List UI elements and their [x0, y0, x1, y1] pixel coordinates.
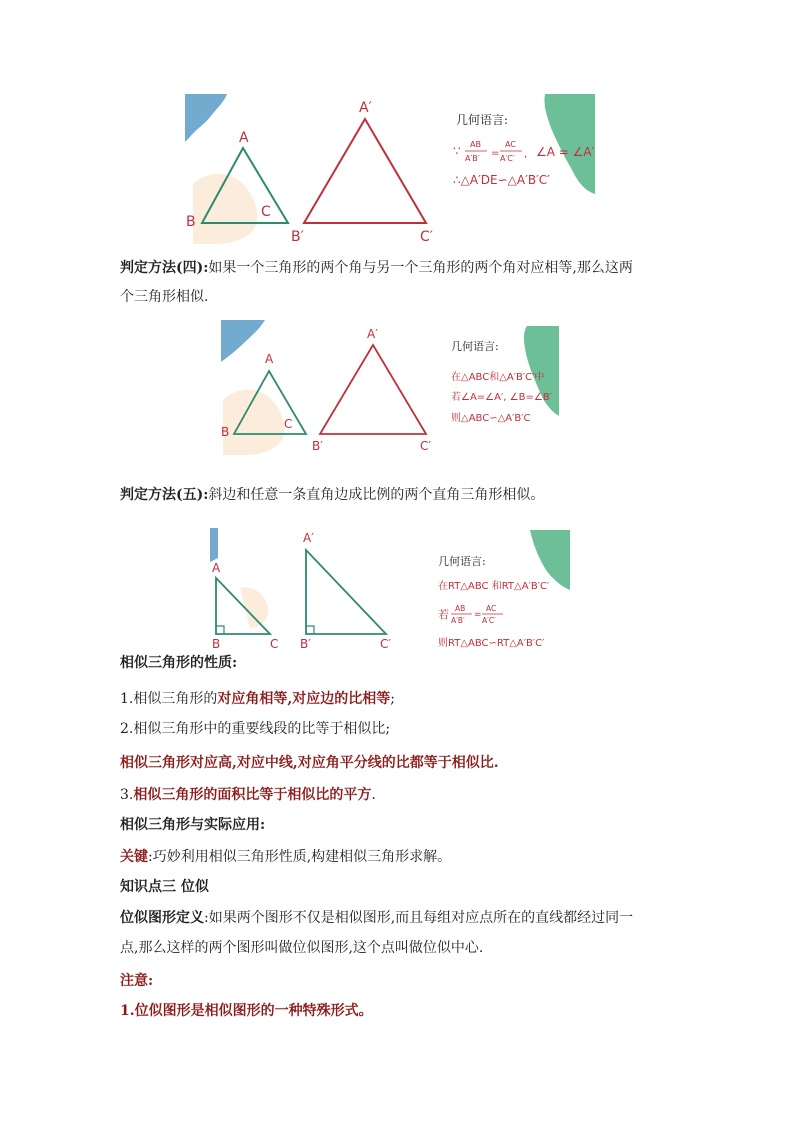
large-triangle — [320, 345, 426, 434]
fraction-ab-den: A′B′ — [451, 616, 465, 625]
property-item-2: 2.相似三角形中的重要线段的比等于相似比; — [120, 721, 391, 737]
kp3-definition-line-1 — [120, 907, 633, 929]
geo-title: 几何语言: — [451, 340, 499, 353]
ruo-char: 若 — [438, 608, 449, 621]
definition-label: 位似图形定义 — [120, 910, 204, 926]
small-vertex-c: C — [284, 417, 293, 431]
geo-line-2: 若∠A=∠A′, ∠B=∠B′ — [451, 392, 552, 403]
small-vertex-c: C — [270, 637, 279, 651]
blue-paint-decoration — [185, 94, 227, 142]
method-5-text: 斜边和任意一条直角边成比例的两个直角三角形相似。 — [208, 487, 545, 503]
large-vertex-c: C′ — [380, 637, 392, 651]
small-vertex-a: A — [212, 561, 221, 575]
large-right-angle-mark — [306, 626, 314, 634]
method-4-line-2: 个三角形相似. — [120, 289, 209, 305]
property-1-suffix: ; — [390, 691, 395, 707]
green-paint-decoration — [544, 94, 595, 194]
large-vertex-a: A′ — [303, 531, 314, 545]
blue-paint-decoration — [210, 528, 218, 562]
small-vertex-c: C — [261, 204, 271, 220]
geo-title: 几何语言: — [438, 555, 486, 568]
application-heading: 相似三角形与实际应用: — [120, 817, 266, 833]
large-vertex-b: B′ — [300, 637, 311, 651]
figure-3 — [210, 528, 572, 656]
figure-1 — [185, 94, 595, 244]
large-vertex-c: C′ — [420, 439, 432, 453]
fraction-ac-num: AC — [505, 140, 516, 149]
method-4-text: 如果一个三角形的两个角与另一个三角形的两个角对应相等,那么这两 — [208, 260, 633, 276]
method-4-label: 判定方法(四): — [120, 260, 209, 276]
fraction-ab-den: A′B′ — [465, 154, 480, 163]
blue-paint-decoration — [221, 320, 265, 362]
small-vertex-b: B — [186, 214, 196, 230]
figure-2-svg — [221, 320, 561, 455]
comma: , — [524, 149, 528, 160]
definition-text-1: :如果两个图形不仅是相似图形,而且每组对应点所在的直线都经过同一 — [204, 910, 634, 926]
figure-3-svg — [210, 528, 572, 656]
method-5-line — [120, 484, 544, 506]
large-triangle — [304, 119, 426, 223]
large-right-triangle — [306, 550, 386, 634]
properties-heading: 相似三角形的性质: — [120, 655, 238, 671]
small-vertex-a: A — [265, 352, 274, 366]
property-1-prefix: 1.相似三角形的 — [120, 691, 218, 707]
small-right-angle-mark — [216, 626, 224, 634]
angle-equality: ∠A = ∠A′ — [536, 145, 595, 159]
fraction-ab-num: AB — [470, 140, 481, 149]
property-item-1 — [120, 688, 395, 710]
kp3-definition-line-2: 点,那么这样的两个图形叫做位似图形,这个点叫做位似中心. — [120, 940, 484, 956]
note-item-1: 1.位似图形是相似图形的一种特殊形式。 — [120, 1003, 373, 1019]
figure-1-svg — [185, 94, 595, 244]
fraction-ac-num: AC — [486, 604, 497, 613]
method-5-label: 判定方法(五): — [120, 487, 209, 503]
geo-line-1: 在RT△ABC 和RT△A′B′C′ — [438, 581, 550, 592]
geo-line-3: 则RT△ABC∽RT△A′B′C′ — [438, 638, 545, 649]
large-vertex-a: A′ — [367, 327, 378, 341]
figure-2 — [221, 320, 561, 455]
fraction-ac-den: A′C′ — [482, 616, 496, 625]
fraction-ab-num: AB — [455, 604, 466, 613]
large-vertex-b: B′ — [291, 229, 304, 244]
property-item-3 — [120, 784, 376, 806]
orange-paint-decoration — [193, 174, 258, 244]
method-4-line-1 — [120, 257, 633, 279]
property-3-highlight: 相似三角形的面积比等于相似比的平方 — [133, 787, 372, 803]
property-3-suffix: . — [371, 787, 376, 803]
because-symbol: ∵ — [453, 144, 461, 158]
property-1-highlight: 对应角相等,对应边的比相等 — [217, 691, 391, 707]
geo-title: 几何语言: — [456, 113, 509, 127]
small-vertex-b: B — [221, 425, 230, 439]
application-key-line — [120, 846, 451, 868]
large-vertex-c: C′ — [420, 229, 433, 244]
large-vertex-b: B′ — [312, 439, 323, 453]
kp3-heading: 知识点三 位似 — [120, 879, 209, 895]
property-3-prefix: 3. — [120, 787, 134, 803]
property-red-line: 相似三角形对应高,对应中线,对应角平分线的比都等于相似比. — [120, 755, 499, 771]
equals-sign: = — [491, 148, 500, 159]
small-vertex-b: B — [212, 637, 221, 651]
key-label: 关键 — [120, 849, 148, 865]
equals-sign: = — [474, 610, 482, 620]
conclusion: ∴△A′DE∽△A′B′C′ — [453, 173, 550, 187]
geo-line-3: 则△ABC∽△A′B′C — [451, 413, 531, 424]
key-text: :巧妙利用相似三角形性质,构建相似三角形求解。 — [148, 849, 452, 865]
note-label: 注意: — [120, 973, 154, 989]
large-vertex-a: A′ — [359, 100, 372, 116]
small-vertex-a: A — [239, 130, 249, 146]
geo-line-1: 在△ABC和△A′B′C′中 — [451, 372, 545, 383]
fraction-ac-den: A′C′ — [500, 154, 515, 163]
